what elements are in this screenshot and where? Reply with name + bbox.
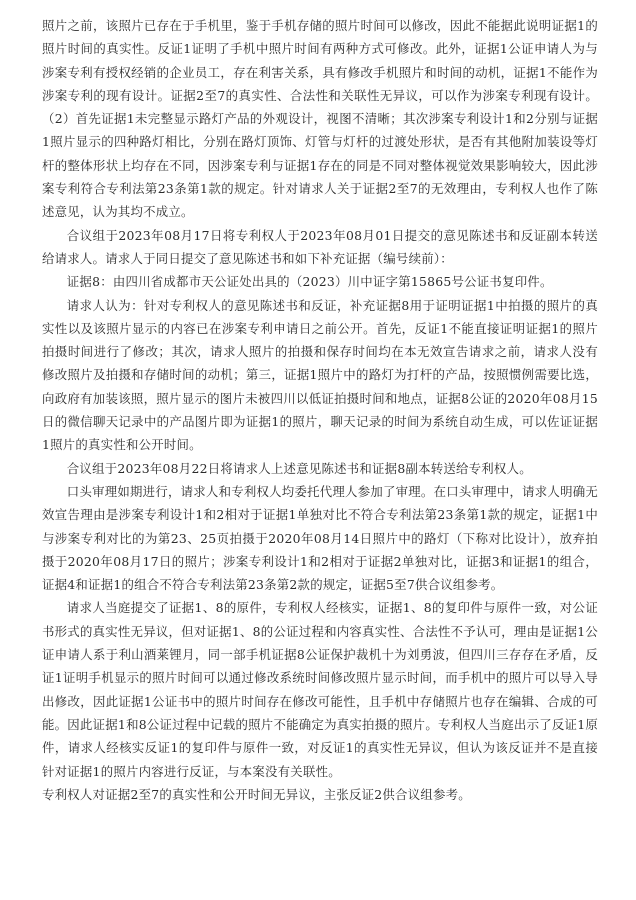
- paragraph-1: 照片之前，该照片已存在于手机里，鉴于手机存储的照片时间可以修改，因此不能据此说明证据1的照片时间的真实性。反证1证明了手机中照片时间有两种方式可修改。此外，证据1公证申请人为与涉案专利有授权经销的企业员工，存在利害关系，具有修改手机照片和时间的动机，证据1不能作为涉案专利的现有设计。证据2至7的真实性、合法性和关联性无异议，可以作为涉案专利现有设计。（2）首先证据1未完整显示路灯产品的外观设计，视图不清晰；其次涉案专利设计1和2分别与证据1照片显示的四种路灯相比，分别在路灯顶饰、灯管与灯杆的过渡处形状，是否有其他附加装设等灯杆的整体形状上均存在不同，因涉案专利与证据1存在的同是不同对整体视觉效果影响较大，因此涉案专利符合专利法第23条第1款的规定。针对请求人关于证据2至7的无效理由，专利权人也作了陈述意见，认为其均不成立。: [42, 18, 598, 220]
- paragraph-5: 合议组于2023年08月22日将请求人上述意见陈述书和证据8副本转送给专利权人。: [66, 460, 532, 476]
- paragraph-3: 证据8：由四川省成都市天公证处出具的（2023）川中证字第15865号公证书复印件。: [66, 274, 553, 290]
- paragraph-2: 合议组于2023年08月17日将专利权人于2023年08月01日提交的意见陈述书和反证副本转送给请求人。请求人于同日提交了意见陈述书和如下补充证据（编号续前）：: [42, 227, 598, 266]
- paragraph-7: 请求人当庭提交了证据1、8的原件，专利权人经核实，证据1、8的复印件与原件一致，对公证书形式的真实性无异议，但对证据1、8的公证过程和内容真实性、合法性不予认可，理由是证据1公证申请人系于利山酒莱锂月，同一部手机证据8公证保护裁机十为刘勇波，但四川三存存在矛盾，反证1证明手机显示的照片时间可以通过修改系统时间修改照片显示时间，而手机中的照片可以导入导出修改，因此证据1公证书中的照片时间存在修改可能性，且手机中存储照片也存在编辑、合成的可能。因此证据1和8公证过程中记载的照片不能确定为真实拍摄的照片。专利权人当庭出示了反证1原件，请求人经核实反证1的复印件与原件一致，对反证1的真实性无异议，但认为该反证并不是直接针对证据1的照片内容进行反证，与本案没有关联性。: [42, 600, 598, 779]
- paragraph-6: 口头审理如期进行，请求人和专利权人均委托代理人参加了审理。在口头审理中，请求人明确无效宣告理由是涉案专利设计1和2相对于证据1单独对比不符合专利法第23条第1款的规定，证据1中与涉案专利对比的为第23、25页拍摄于2020年08月14日照片中的路灯（下称对比设计），放弃拍摄于2020年08月17日的照片；涉案专利设计1和2相对于证据2单独对比，证据3和证据1的组合，证据4和证据1的组合不符合专利法第23条第2款的规定，证据5至7供合议组参考。: [42, 483, 598, 593]
- paragraph-4: 请求人认为：针对专利权人的意见陈述书和反证，补充证据8用于证明证据1中拍摄的照片的真实性以及该照片显示的内容已在涉案专利申请日之前公开。首先，反证1不能直接证明证据1的照片拍摄时间进行了修改；其次，请求人照片的拍摄和保存时间均在本无效宣告请求之前，请求人没有修改照片及拍摄和存储时间的动机；第三，证据1照片中的路灯为打杆的产品，按照惯例需要比选，向政府有加装该照，照片显示的图片未被四川以低证拍摄时间和地点，证据8公证的2020年08月15日的微信聊天记录中的产品图片即为证据1的照片，聊天记录的时间为系统自动生成，可以佐证证据1照片的真实性和公开时间。: [42, 297, 598, 453]
- paragraph-8: 专利权人对证据2至7的真实性和公开时间无异议，主张反证2供合议组参考。: [42, 786, 471, 802]
